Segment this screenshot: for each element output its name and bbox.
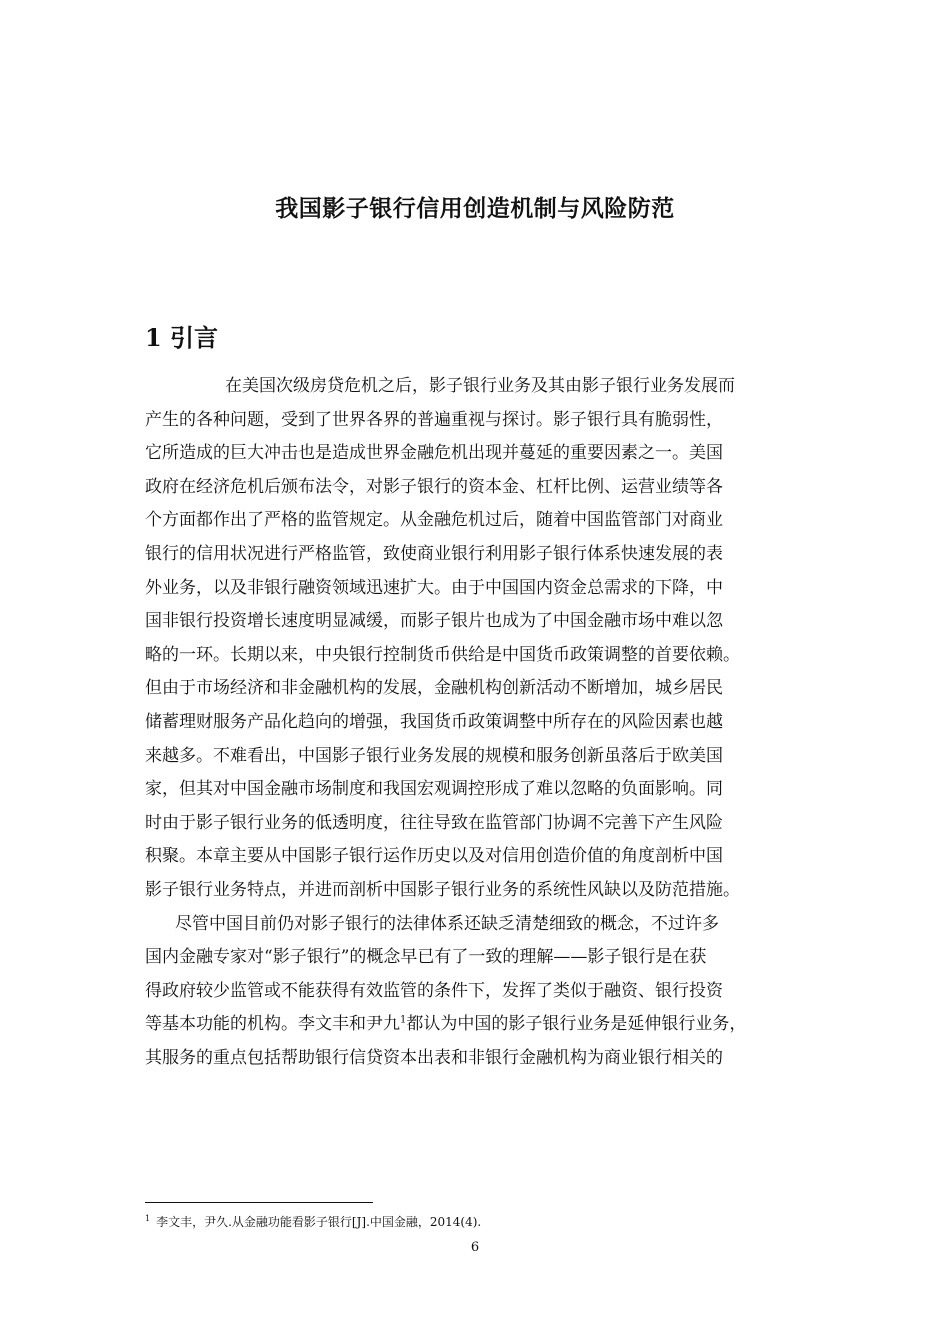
page-number: 6 xyxy=(470,1240,480,1255)
footnote-marker: 1 xyxy=(145,1214,151,1223)
paragraph-line: 外业务，以及非银行融资领域迅速扩大。由于中国国内资金总需求的下降，中 xyxy=(145,577,723,598)
paragraph-line: 影子银行业务特点，并进而剖析中国影子银行业务的系统性风缺以及防范措施。 xyxy=(145,879,740,900)
paragraph-line: 其服务的重点包括帮助银行信贷资本出表和非银行金融机构为商业银行相关的 xyxy=(145,1047,723,1068)
document-title: 我国影子银行信用创造机制与风险防范 xyxy=(275,195,675,222)
paragraph-line: 个方面都作出了严格的监管规定。从金融危机过后，随着中国监管部门对商业 xyxy=(145,510,723,531)
paragraph-2 xyxy=(145,908,810,1076)
paragraph-line: 略的一环。长期以来，中央银行控制货币供给是中国货币政策调整的首要依赖。 xyxy=(145,644,740,665)
paragraph-line: 积聚。本章主要从中国影子银行运作历史以及对信用创造价值的角度剖析中国 xyxy=(145,846,723,867)
paragraph-line: 储蓄理财服务产品化趋向的增强，我国货币政策调整中所存在的风险因素也越 xyxy=(145,711,723,732)
footnote-separator xyxy=(145,1202,373,1203)
paragraph-line: 银行的信用状况进行严格监管，致使商业银行利用影子银行体系快速发展的表 xyxy=(145,543,723,564)
paragraph-line: 家，但其对中国金融市场制度和我国宏观调控形成了难以忽略的负面影响。同 xyxy=(145,779,723,800)
body-text xyxy=(145,370,810,1075)
paragraph-line: 等基本功能的机构。李文丰和尹九$^1$都认为中国的影子银行业务是延伸银行业务， xyxy=(145,1014,747,1035)
paragraph-line: 政府在经济危机后颁布法令，对影子银行的资本金、杠杆比例、运营业绩等各 xyxy=(145,476,723,497)
paragraph-line: 时由于影子银行业务的低透明度，往往导致在监管部门协调不完善下产生风险 xyxy=(145,812,723,833)
paragraph-line: 国内金融专家对“影子银行”的概念早已有了一致的理解——影子银行是在获 xyxy=(145,947,707,968)
section-heading: 1 引言 xyxy=(145,323,219,352)
footnote-reference[interactable]: 1 xyxy=(400,1014,407,1026)
footnote-text: 李文丰，尹久.从金融功能看影子银行[J].中国金融，2014(4). xyxy=(156,1215,482,1229)
paragraph-line: 但由于市场经济和非金融机构的发展，金融机构创新活动不断增加，城乡居民 xyxy=(145,678,723,699)
paragraph-line: 得政府较少监管或不能获得有效监管的条件下，发挥了类似于融资、银行投资 xyxy=(145,980,723,1001)
paragraph-line: 它所造成的巨大冲击也是造成世界金融危机出现并蔓延的重要因素之一。美国 xyxy=(145,443,723,464)
paragraph-line: 在美国次级房贷危机之后，影子银行业务及其由影子银行业务发展而 xyxy=(225,376,735,396)
paragraph-1 xyxy=(145,370,810,908)
footnote xyxy=(145,1213,481,1230)
paragraph-line: 国非银行投资增长速度明显减缓，而影子银片也成为了中国金融市场中难以忽 xyxy=(145,611,723,632)
paragraph-line: 产生的各种问题，受到了世界各界的普遍重视与探讨。影子银行具有脆弱性， xyxy=(145,409,723,430)
paragraph-line: 来越多。不难看出，中国影子银行业务发展的规模和服务创新虽落后于欧美国 xyxy=(145,745,723,766)
paragraph-line: 尽管中国目前仍对影子银行的法律体系还缺乏清楚细致的概念，不过许多 xyxy=(175,913,719,934)
